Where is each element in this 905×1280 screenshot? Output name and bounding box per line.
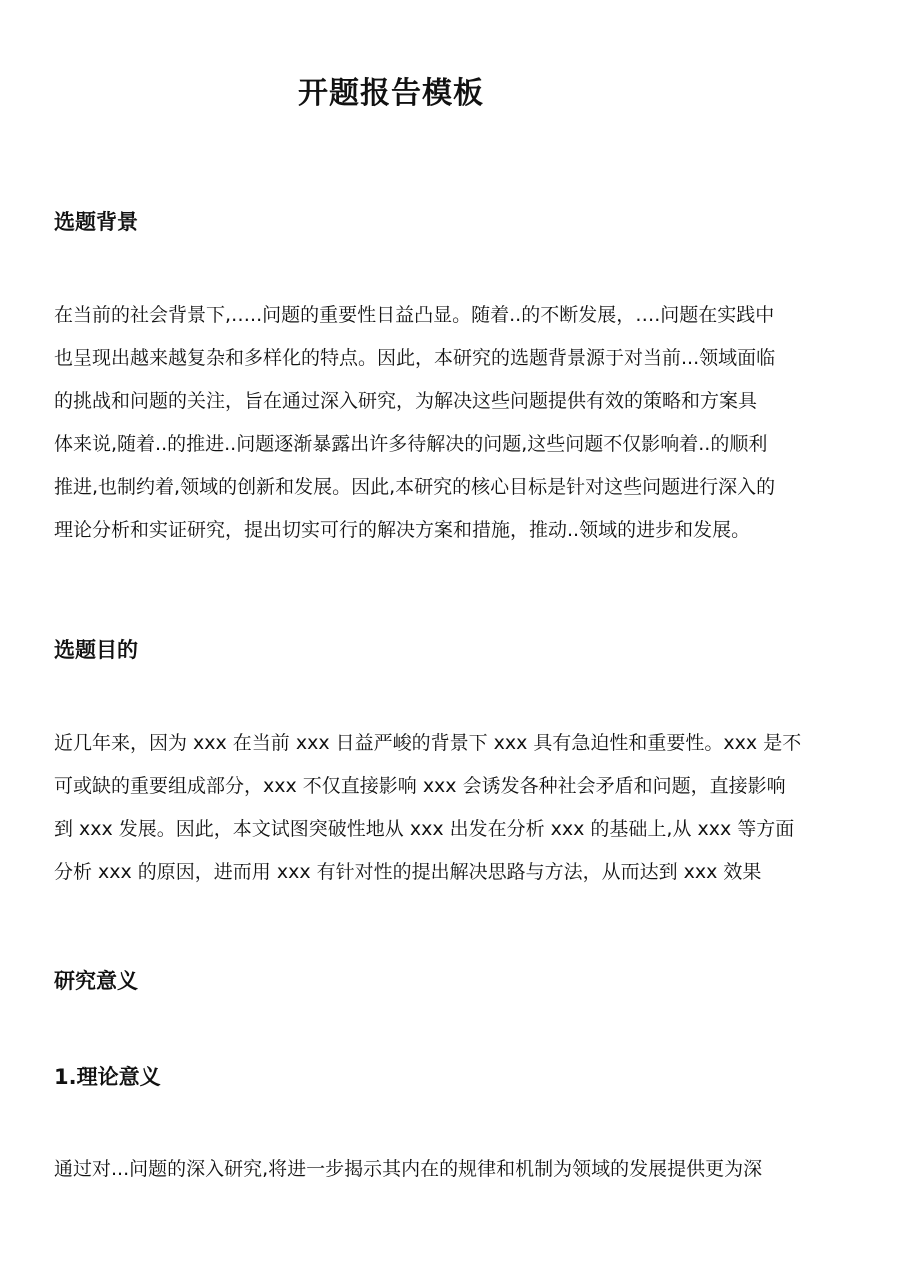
- section-paragraph-background: [54, 294, 854, 552]
- section-heading-purpose: 选题目的: [54, 638, 138, 662]
- paragraph-line: 通过对...问题的深入研究,将进一步揭示其内在的规律和机制为领域的发展提供更为深: [54, 1158, 763, 1180]
- paragraph-line: 在当前的社会背景下,…..问题的重要性日益凸显。随着..的不断发展，….问题在实践中: [54, 304, 775, 326]
- paragraph-line: 也呈现出越来越复杂和多样化的特点。因此，本研究的选题背景源于对当前...领域面临: [54, 347, 776, 369]
- section-heading-significance: 研究意义: [54, 969, 138, 993]
- paragraph-line: 可或缺的重要组成部分，xxx 不仅直接影响 xxx 会诱发各种社会矛盾和问题，直接影响: [54, 775, 786, 797]
- paragraph-line: 体来说,随着..的推进..问题逐渐暴露出许多待解决的问题,这些问题不仅影响着..的顺利: [54, 433, 768, 455]
- section-heading-background: 选题背景: [54, 210, 138, 234]
- document-title: 开题报告模板: [298, 76, 484, 111]
- paragraph-line: 理论分析和实证研究，提出切实可行的解决方案和措施，推动..领域的进步和发展。: [54, 519, 751, 541]
- paragraph-line: 分析 xxx 的原因，进而用 xxx 有针对性的提出解决思路与方法，从而达到 xxx 效果: [54, 861, 762, 883]
- section-paragraph-theoretical: [54, 1148, 854, 1191]
- paragraph-line: 到 xxx 发展。因此，本文试图突破性地从 xxx 出发在分析 xxx 的基础上,从 xxx 等方面: [54, 818, 795, 840]
- subsection-heading-theoretical: 1.理论意义: [54, 1065, 161, 1089]
- section-paragraph-purpose: [54, 722, 854, 894]
- paragraph-line: 近几年来，因为 xxx 在当前 xxx 日益严峻的背景下 xxx 具有急迫性和重要性。xxx 是不: [54, 732, 802, 754]
- paragraph-line: 的挑战和问题的关注，旨在通过深入研究，为解决这些问题提供有效的策略和方案具: [54, 390, 758, 412]
- paragraph-line: 推进,也制约着,领域的创新和发展。因此,本研究的核心目标是针对这些问题进行深入的: [54, 476, 776, 498]
